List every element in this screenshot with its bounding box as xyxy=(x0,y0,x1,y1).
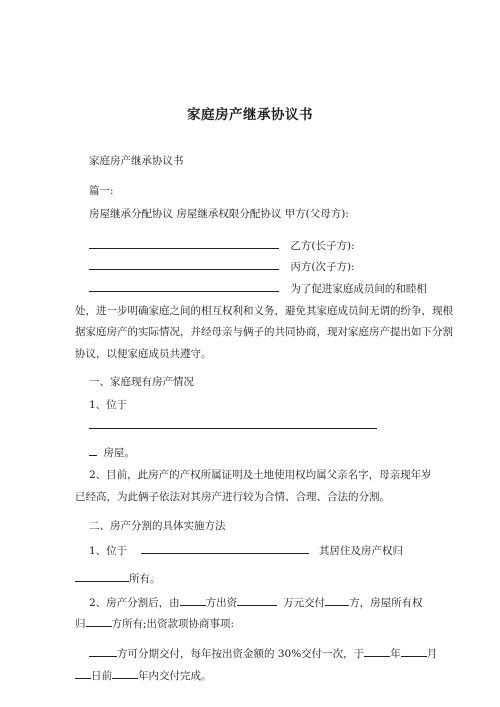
party-b-line xyxy=(89,237,355,253)
item2-line: 2、目前，此房产的产权所属证明及土地使用权均属父亲名字，母亲现年岁 xyxy=(89,469,432,481)
intro-line: 房屋继承分配协议 房屋继承权限分配协议 甲方(父母方): xyxy=(89,208,349,220)
blank-field xyxy=(325,594,349,606)
payment-c: 月 xyxy=(426,648,438,660)
blank-field xyxy=(89,237,279,249)
s2-item1-line xyxy=(89,542,403,558)
payment-cont xyxy=(75,667,212,683)
blank-field xyxy=(364,645,390,657)
document-subtitle: 家庭房产继承协议书 xyxy=(89,155,184,167)
payment-d: 日前 xyxy=(91,670,112,682)
blank-field xyxy=(112,667,138,679)
s2-item2-d: 方，房屋所有权 xyxy=(349,597,423,609)
preamble-tail: 为了促进家庭成员间的和睦相 xyxy=(290,283,427,295)
s2-item2-line xyxy=(89,594,423,610)
blank-field xyxy=(89,280,279,292)
s2-item1-suffix: 其居住及房产权归 xyxy=(318,545,403,557)
owned-by: 所有。 xyxy=(129,573,161,585)
preamble-line: 处，进一步明确家庭之间的相互权利和义务，避免其家庭成员间无谓的纷争，现根 xyxy=(75,305,453,317)
payment-a: 方可分期交付，每年按出资金额的 30%交付一次，于 xyxy=(117,648,365,660)
owned-line xyxy=(75,570,161,586)
preamble-line: 据家庭房产的实际情况，并经母亲与俩子的共同协商，现对家庭房产提出如下分割 xyxy=(75,326,453,338)
s2-item2-a: 2、房产分割后，由 xyxy=(89,597,180,609)
s2-item2-c: 万元交付 xyxy=(283,597,326,609)
item1-prefix: 1、位于 xyxy=(89,399,128,411)
blank-field xyxy=(141,542,309,554)
section1-heading: 一、家庭现有房产情况 xyxy=(89,376,194,388)
blank-field xyxy=(75,570,129,582)
party-c-label: 丙方(次子方): xyxy=(290,261,355,273)
payment-b: 年 xyxy=(390,648,401,660)
blank-field xyxy=(180,594,206,606)
house-line xyxy=(89,444,135,460)
item2-line: 已经高，为此俩子依法对其房产进行较为合情、合理、合法的分割。 xyxy=(75,491,390,503)
party-b-label: 乙方(长子方): xyxy=(290,240,355,252)
payment-line xyxy=(89,645,437,661)
blank-field xyxy=(237,594,277,606)
blank-field xyxy=(89,258,279,270)
document-title: 家庭房产继承协议书 xyxy=(187,107,313,123)
s2-item2-b: 方出资 xyxy=(205,597,238,609)
s2-item2-cont xyxy=(75,615,234,631)
preamble-start-line xyxy=(89,280,427,296)
s2-item2-f: 方所有;出资款项协商事项: xyxy=(111,618,235,630)
house-word: 房屋。 xyxy=(103,447,135,459)
section2-heading: 二、房产分割的具体实施方法 xyxy=(89,520,226,532)
blank-field xyxy=(401,645,427,657)
payment-e: 年内交付完成。 xyxy=(138,670,212,682)
section-label: 篇一: xyxy=(89,185,114,197)
party-c-line xyxy=(89,258,355,274)
blank-field xyxy=(89,444,97,456)
blank-field xyxy=(75,667,91,679)
address-blank xyxy=(89,428,377,429)
preamble-line: 协议，以便家庭成员共遵守。 xyxy=(75,348,212,360)
blank-field xyxy=(89,645,117,657)
s2-item1-prefix: 1、位于 xyxy=(89,545,128,557)
s2-item2-e: 归 xyxy=(75,618,86,630)
blank-field xyxy=(86,615,112,627)
